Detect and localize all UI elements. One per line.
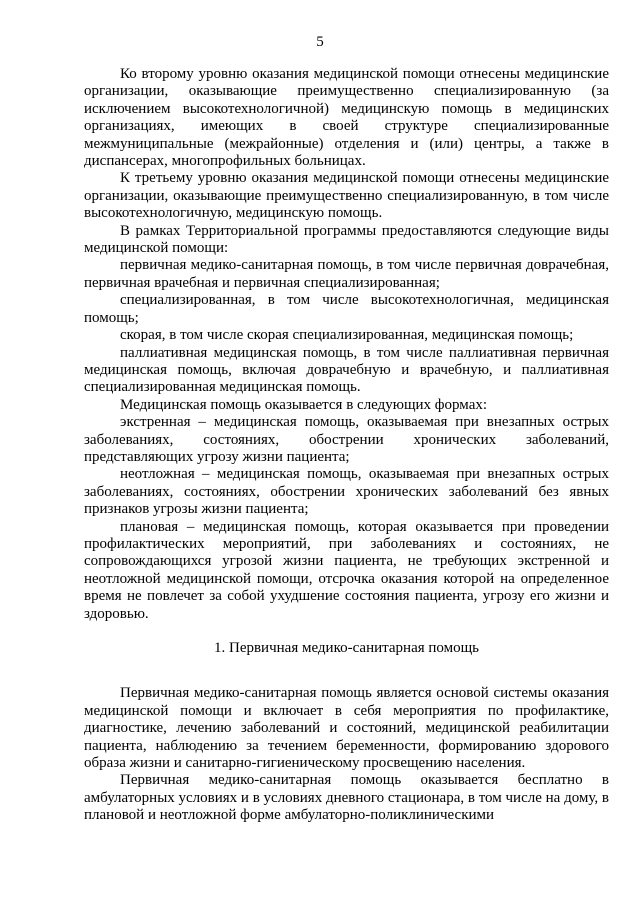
paragraph-third-level: К третьему уровню оказания медицинской помощи отнесены медицинские организации, оказывающие преимущественно специализированную, в том числе высокотехнологичную, медицинскую помощь. [84, 170, 609, 222]
page-number: 5 [316, 34, 324, 50]
list-item-primary-care: первичная медико-санитарная помощь, в том числе первичная доврачебная, первичная врачебная и первичная специализированная; [84, 257, 609, 291]
paragraph-primary-care-basis: Первичная медико-санитарная помощь является основой системы оказания медицинской помощи и включает в себя мероприятия по профилактике, диагностике, лечению заболеваний и состояний, медицинской реабилитации пациента, наблюдению за течением беременности, формированию здорового образа жизни и санитарно-гигиеническому просвещению населения. [84, 685, 609, 772]
section-heading: 1. Первичная медико-санитарная помощь [213, 640, 480, 656]
list-item-emergency-care: скорая, в том числе скорая специализированная, медицинская помощь; [120, 327, 574, 344]
document-body [84, 66, 609, 824]
list-item-palliative-care: паллиативная медицинская помощь, в том числе паллиативная первичная медицинская помощь, включая доврачебную и врачебную, и паллиативная специализированная медицинская помощь. [84, 344, 609, 396]
paragraph-care-forms-intro: Медицинская помощь оказывается в следующих формах: [120, 396, 488, 413]
list-item-specialized-care: специализированная, в том числе высокотехнологичная, медицинская помощь; [84, 292, 609, 326]
list-item-form-urgent: неотложная – медицинская помощь, оказываемая при внезапных острых заболеваниях, состояниях, обострении хронических заболеваний без явных признаков угрозы жизни пациента; [84, 466, 609, 518]
list-item-form-emergency: экстренная – медицинская помощь, оказываемая при внезапных острых заболеваниях, состояниях, обострении хронических заболеваний, представляющих угрозу жизни пациента; [84, 414, 609, 465]
spacer [84, 657, 609, 685]
paragraph-care-types-intro: В рамках Территориальной программы предоставляются следующие виды медицинской помощи: [84, 222, 609, 257]
list-item-form-planned: плановая – медицинская помощь, которая оказывается при проведении профилактических мероприятий, при заболеваниях и состояниях, не сопровождающихся угрозой жизни пациента, не требующих экстренной и неотложной медицинской помощи, отсрочка оказания которой на определенное время не повлечет за собой ухудшение состояния пациента, угрозу его жизни и здоровью. [84, 518, 609, 622]
paragraph-second-level: Ко второму уровню оказания медицинской помощи отнесены медицинские организации, оказывающие преимущественно специализированную (за исключением высокотехнологичной) медицинскую помощь в медицинских организациях, имеющих в своей структуре специализированные межмуниципальные (межрайонные) отделения и (или) центры, а также в диспансерах, многопрофильных больницах. [84, 66, 609, 170]
paragraph-primary-care-conditions: Первичная медико-санитарная помощь оказывается бесплатно в амбулаторных условиях и в условиях дневного стационара, в том числе на дому, в плановой и неотложной форме амбулаторно-поликлиническими [84, 772, 609, 824]
spacer [84, 623, 609, 640]
